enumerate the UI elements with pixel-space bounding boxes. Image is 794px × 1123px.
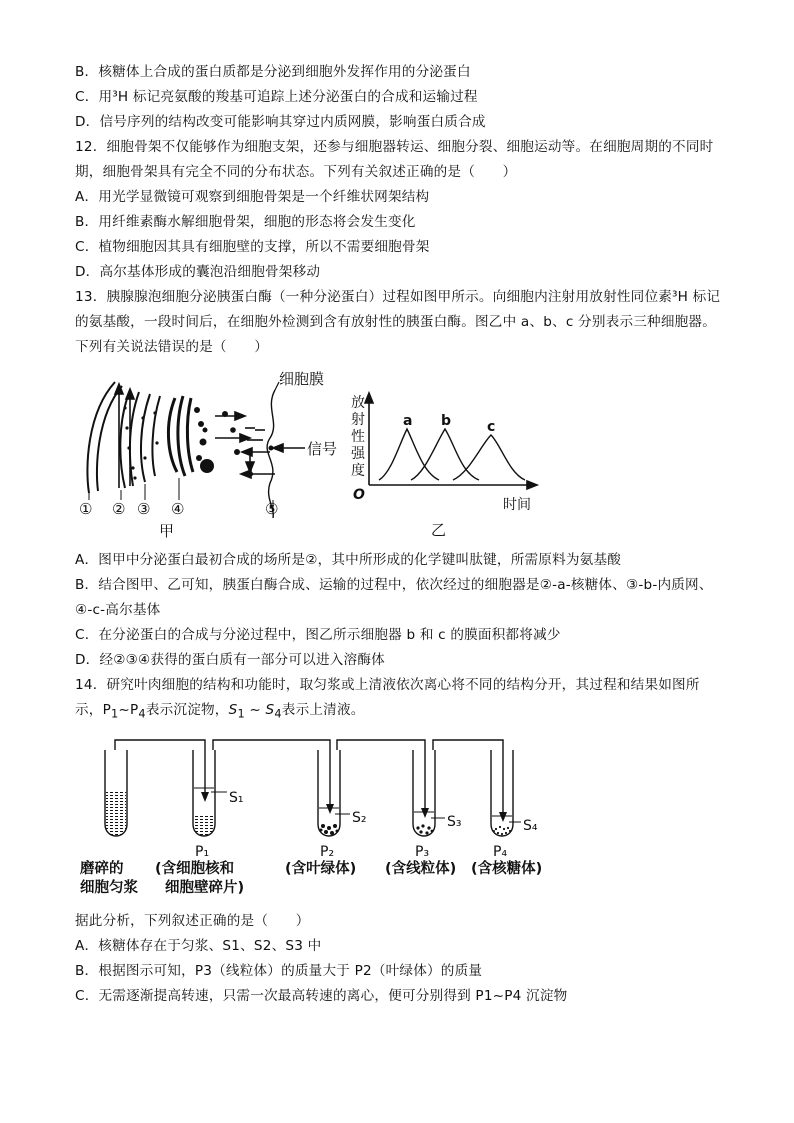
figure-jia-secretion xyxy=(75,368,340,540)
ylabel-char-2: 射 xyxy=(351,412,365,428)
ylabel-char-5: 度 xyxy=(351,463,365,479)
p4-label: P₄ xyxy=(493,844,508,860)
option-13b-line-1: B．结合图甲、乙可知，胰蛋白酶合成、运输的过程中，依次经过的细胞器是②-a-核糖体、③-b-内质网、 xyxy=(75,577,713,593)
option-13a: A．图甲中分泌蛋白最初合成的场所是②，其中所形成的化学键叫肽键，所需原料为氨基酸 xyxy=(75,552,622,568)
question-13-line-1: 13．胰腺腺泡细胞分泌胰蛋白酶（一种分泌蛋白）过程如图甲所示。向细胞内注射用放射性同位素³H 标记 xyxy=(75,289,721,305)
s-symbol-1: S xyxy=(228,702,238,718)
label-5: ⑤ xyxy=(265,500,279,518)
option-14b: B．根据图示可知，P3（线粒体）的质量大于 P2（叶绿体）的质量 xyxy=(75,963,483,979)
s2-label: S₂ xyxy=(352,810,367,826)
caption-p1-2: 细胞壁碎片) xyxy=(165,880,245,896)
figure-yi-radioactivity xyxy=(343,385,543,540)
p1-label: P₁ xyxy=(195,844,210,860)
origin-label: O xyxy=(353,487,365,503)
label-2: ② xyxy=(112,500,126,518)
sub-1: 1 xyxy=(111,706,119,721)
option-12a: A．用光学显微镜可观察到细胞骨架是一个纤维状网架结构 xyxy=(75,189,430,205)
caption-p1-1: (含细胞核和 xyxy=(155,861,235,877)
line-p-mid2: 表示沉淀物， xyxy=(145,702,229,718)
label-3: ③ xyxy=(137,500,151,518)
s1-label: S₁ xyxy=(229,790,244,806)
option-11b: B．核糖体上合成的蛋白质都是分泌到细胞外发挥作用的分泌蛋白 xyxy=(75,64,471,80)
option-12c: C．植物细胞因其具有细胞壁的支撑，所以不需要细胞骨架 xyxy=(75,239,430,255)
option-12b: B．用纤维素酶水解细胞骨架，细胞的形态将会发生变化 xyxy=(75,214,416,230)
question-14-line-2: 示，$P_1\sim P_4$表示沉淀物，$S_1$ ~ $S_4$表示上清液。 xyxy=(75,702,365,721)
ylabel-char-3: 性 xyxy=(351,429,365,445)
label-1: ① xyxy=(79,500,93,518)
signal-label: 信号 xyxy=(307,440,338,458)
option-12d: D．高尔基体形成的囊泡沿细胞骨架移动 xyxy=(75,264,321,280)
question-12-line-1: 12．细胞骨架不仅能够作为细胞支架，还参与细胞器转运、细胞分裂、细胞运动等。在细胞周期的不同时 xyxy=(75,139,714,155)
caption-p2: (含叶绿体) xyxy=(285,861,357,877)
tilde: ~ xyxy=(244,702,266,718)
question-12-line-2: 期，细胞骨架具有完全不同的分布状态。下列有关叙述正确的是（ ） xyxy=(75,164,517,180)
caption-p3: (含线粒体) xyxy=(385,861,457,877)
label-4: ④ xyxy=(171,500,185,518)
option-13d: D．经②③④获得的蛋白质有一部分可以进入溶酶体 xyxy=(75,652,385,668)
peak-c: c xyxy=(487,419,496,435)
option-13c: C．在分泌蛋白的合成与分泌过程中，图乙所示细胞器 b 和 c 的膜面积都将减少 xyxy=(75,627,561,643)
option-13b-line-2: ④-c-高尔基体 xyxy=(75,602,161,618)
figure-centrifuge-tubes xyxy=(75,728,565,898)
s4-label: S₄ xyxy=(523,818,538,834)
line-p-end: 表示上清液。 xyxy=(281,702,365,718)
caption-p4: (含核糖体) xyxy=(471,861,543,877)
caption-homogenate-2: 细胞匀浆 xyxy=(80,880,138,896)
ylabel-char-1: 放 xyxy=(351,395,365,411)
question-14-line-1: 14．研究叶肉细胞的结构和功能时，取匀浆或上清液依次离心将不同的结构分开，其过程和结果如图所 xyxy=(75,677,700,693)
option-11c: C．用³H 标记亮氨酸的羧基可追踪上述分泌蛋白的合成和运输过程 xyxy=(75,89,478,105)
question-13-line-3: 下列有关说法错误的是（ ） xyxy=(75,339,269,355)
caption-yi: 乙 xyxy=(431,521,447,539)
option-11d: D．信号序列的结构改变可能影响其穿过内质网膜，影响蛋白质合成 xyxy=(75,114,486,130)
peak-a: a xyxy=(403,413,413,429)
s-symbol-2: S xyxy=(265,702,275,718)
question-14-prompt: 据此分析，下列叙述正确的是（ ） xyxy=(75,913,310,929)
line-p-mid: ~P xyxy=(118,702,139,718)
p2-label: P₂ xyxy=(320,844,335,860)
line-p-prefix: 示，P xyxy=(75,702,111,718)
caption-homogenate-1: 磨碎的 xyxy=(80,861,124,877)
question-13-line-2: 的氨基酸，一段时间后，在细胞外检测到含有放射性的胰蛋白酶。图乙中 a、b、c 分别表示三种细胞器。 xyxy=(75,314,716,330)
membrane-label: 细胞膜 xyxy=(279,370,325,388)
option-14c: C．无需逐渐提高转速，只需一次最高转速的离心，便可分别得到 P1~P4 沉淀物 xyxy=(75,988,568,1004)
ylabel-char-4: 强 xyxy=(351,446,365,462)
caption-jia: 甲 xyxy=(159,522,175,540)
peak-b: b xyxy=(441,413,452,429)
sub-4: 4 xyxy=(138,706,146,721)
xlabel: 时间 xyxy=(503,497,531,513)
s3-label: S₃ xyxy=(447,814,462,830)
option-14a: A．核糖体存在于匀浆、S1、S2、S3 中 xyxy=(75,938,322,954)
p3-label: P₃ xyxy=(415,844,430,860)
